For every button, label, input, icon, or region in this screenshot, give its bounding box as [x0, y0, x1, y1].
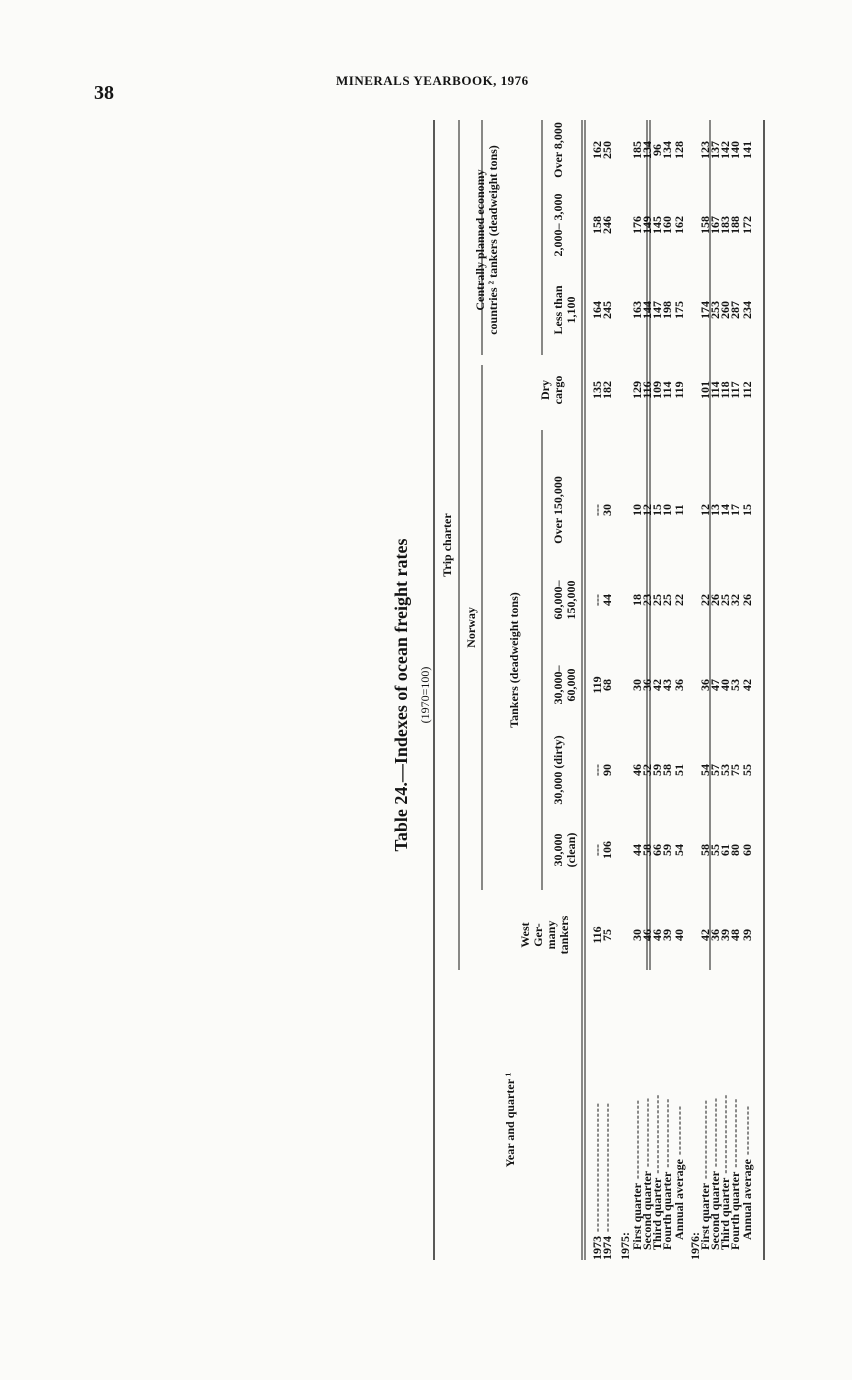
- table-cell: 176: [630, 216, 644, 234]
- table-cell: 25: [718, 594, 732, 606]
- table-cell: 114: [660, 381, 674, 399]
- table-cell: 39: [660, 929, 674, 941]
- row-label-text: First quarter: [630, 1183, 644, 1250]
- table-cell: 25: [650, 594, 664, 606]
- row-label: [674, 980, 684, 1260]
- table-cell: 39: [718, 929, 732, 941]
- table-cell: 172: [740, 216, 754, 234]
- table-cell: ---: [590, 594, 604, 606]
- table-cell: 163: [630, 301, 644, 319]
- running-head: MINERALS YEARBOOK, 1976: [336, 73, 529, 88]
- table-cell: 42: [740, 679, 754, 691]
- table-cell: 39: [740, 929, 754, 941]
- table-cell: 52: [640, 764, 654, 776]
- row-label-text: Third quarter: [718, 1177, 732, 1250]
- row-leader: --------------: [640, 1097, 654, 1171]
- column-header: Less than 1,100: [551, 285, 578, 335]
- table-cell: 59: [650, 764, 664, 776]
- table-cell: 128: [672, 141, 686, 159]
- table-cell: 46: [650, 929, 664, 941]
- stub-header: Year and quarter ¹: [503, 1072, 517, 1168]
- row-leader: --------------------------: [590, 1102, 604, 1236]
- row-label-text: Annual average: [672, 1159, 686, 1240]
- table-cell: 142: [718, 141, 732, 159]
- table-cell: 96: [650, 144, 664, 156]
- table-cell: 22: [698, 594, 712, 606]
- row-label-text: 1976:: [688, 1232, 702, 1260]
- table-cell: 12: [698, 504, 712, 516]
- table-cell: 58: [698, 844, 712, 856]
- table-cell: 116: [590, 926, 604, 944]
- tankers-group-header: Tankers (deadweight tons): [507, 592, 521, 728]
- dry-cargo-header: Dry cargo: [538, 375, 565, 405]
- table-cell: 116: [640, 381, 654, 399]
- table-cell: 234: [740, 301, 754, 319]
- trip-charter-header: Trip charter: [440, 513, 454, 577]
- row-label: [620, 980, 630, 1260]
- table-cell: 260: [718, 301, 732, 319]
- table-cell: 54: [672, 844, 686, 856]
- table-cell: 36: [708, 929, 722, 941]
- table-cell: 53: [718, 764, 732, 776]
- table-cell: 53: [728, 679, 742, 691]
- table-cell: 15: [740, 504, 754, 516]
- table-cell: 42: [650, 679, 664, 691]
- table-cell: 134: [660, 141, 674, 159]
- table-cell: 46: [640, 929, 654, 941]
- column-header: Over 150,000: [551, 476, 565, 544]
- row-label-text: Third quarter: [650, 1177, 664, 1250]
- row-leader: ----------: [672, 1105, 686, 1159]
- row-leader: --------------------------: [600, 1102, 614, 1236]
- table-cell: 57: [708, 764, 722, 776]
- table-cell: 188: [728, 216, 742, 234]
- table-cell: 162: [590, 141, 604, 159]
- table-cell: 36: [698, 679, 712, 691]
- table-cell: 58: [640, 844, 654, 856]
- table-cell: 114: [708, 381, 722, 399]
- table-cell: 167: [708, 216, 722, 234]
- table-cell: 11: [672, 504, 686, 516]
- table-cell: 59: [660, 844, 674, 856]
- row-label-text: 1975:: [618, 1232, 632, 1260]
- column-header: 2,000– 3,000: [551, 193, 565, 257]
- row-leader: ----------------: [630, 1099, 644, 1184]
- table-cell: 112: [740, 381, 754, 399]
- row-leader: ----------------: [718, 1093, 732, 1178]
- row-label: [602, 980, 612, 1260]
- column-header: 30,000– 60,000: [551, 665, 578, 705]
- table-cell: 30: [600, 504, 614, 516]
- row-leader: --------------: [708, 1097, 722, 1171]
- row-label: [662, 980, 672, 1260]
- table-cell: 182: [600, 381, 614, 399]
- cp-group-header: Centrally planned economy countries ² tankers (deadweight tons): [473, 145, 500, 335]
- table-cell: 46: [630, 764, 644, 776]
- row-label-text: 1974: [600, 1236, 614, 1260]
- table-cell: 253: [708, 301, 722, 319]
- table-cell: 15: [650, 504, 664, 516]
- table-cell: 245: [600, 301, 614, 319]
- row-label-text: Fourth quarter: [728, 1171, 742, 1250]
- table-caption: [392, 120, 432, 1270]
- table-cell: 175: [672, 301, 686, 319]
- table-cell: 160: [660, 216, 674, 234]
- table-cell: 23: [640, 594, 654, 606]
- row-label-text: Annual average: [740, 1159, 754, 1240]
- table-cell: 14: [718, 504, 732, 516]
- table-cell: 135: [590, 381, 604, 399]
- table-cell: 134: [640, 141, 654, 159]
- table-cell: 66: [650, 844, 664, 856]
- table-cell: 68: [600, 679, 614, 691]
- table-title: Table 24.—Indexes of ocean freight rates: [391, 538, 411, 852]
- table-cell: 61: [718, 844, 732, 856]
- table-cell: 75: [728, 764, 742, 776]
- page-number: 38: [94, 82, 114, 104]
- table-cell: 101: [698, 381, 712, 399]
- row-leader: ----------------: [650, 1093, 664, 1178]
- row-label-text: Second quarter: [640, 1171, 654, 1250]
- table-cell: 12: [640, 504, 654, 516]
- table-cell: 158: [698, 216, 712, 234]
- table-cell: 43: [660, 679, 674, 691]
- table-cell: 75: [600, 929, 614, 941]
- table-cell: 10: [630, 504, 644, 516]
- table-cell: 185: [630, 141, 644, 159]
- table-cell: 119: [672, 381, 686, 399]
- row-label-text: Second quarter: [708, 1171, 722, 1250]
- row-leader: --------------: [728, 1097, 742, 1172]
- table-cell: 147: [650, 301, 664, 319]
- table-cell: 158: [590, 216, 604, 234]
- table-cell: 36: [672, 679, 686, 691]
- row-label-text: 1973: [590, 1236, 604, 1260]
- table-cell: 48: [728, 929, 742, 941]
- table-cell: 109: [650, 381, 664, 399]
- table-cell: 117: [728, 381, 742, 399]
- table-cell: 80: [728, 844, 742, 856]
- row-label: [742, 980, 752, 1260]
- table-cell: 40: [718, 679, 732, 691]
- table-cell: 55: [708, 844, 722, 856]
- table-cell: 141: [740, 141, 754, 159]
- table-cell: ---: [590, 844, 604, 856]
- table-cell: 129: [630, 381, 644, 399]
- table-cell: 118: [718, 381, 732, 399]
- row-label-text: First quarter: [698, 1183, 712, 1250]
- west-germany-header: West Ger- many tankers: [518, 915, 571, 955]
- table-cell: 44: [600, 594, 614, 606]
- table-cell: 90: [600, 764, 614, 776]
- table-cell: 140: [728, 141, 742, 159]
- row-label: [730, 980, 740, 1260]
- row-leader: ----------------: [698, 1099, 712, 1184]
- table-cell: 174: [698, 301, 712, 319]
- table-cell: 54: [698, 764, 712, 776]
- table-cell: 26: [740, 594, 754, 606]
- table-cell: 149: [640, 216, 654, 234]
- table-cell: 198: [660, 301, 674, 319]
- table-cell: ---: [590, 504, 604, 516]
- table-cell: 13: [708, 504, 722, 516]
- column-header: 30,000 (dirty): [551, 735, 565, 805]
- row-leader: --------------: [660, 1097, 674, 1172]
- table-cell: 36: [640, 679, 654, 691]
- row-label-text: Fourth quarter: [660, 1171, 674, 1250]
- table-cell: 144: [640, 301, 654, 319]
- table-cell: 162: [672, 216, 686, 234]
- table-cell: 32: [728, 594, 742, 606]
- table-cell: 25: [660, 594, 674, 606]
- norway-header: Norway: [464, 607, 478, 648]
- table-cell: 246: [600, 216, 614, 234]
- table-cell: 47: [708, 679, 722, 691]
- table-cell: 40: [672, 929, 686, 941]
- table-cell: 18: [630, 594, 644, 606]
- table-cell: 106: [600, 841, 614, 859]
- table-cell: 183: [718, 216, 732, 234]
- table-cell: 250: [600, 141, 614, 159]
- table-cell: 119: [590, 676, 604, 694]
- rotated-table-region: [392, 120, 792, 1270]
- table-cell: 123: [698, 141, 712, 159]
- table-cell: ---: [590, 764, 604, 776]
- table-cell: 58: [660, 764, 674, 776]
- table-cell: 17: [728, 504, 742, 516]
- table-cell: 26: [708, 594, 722, 606]
- table-cell: 30: [630, 929, 644, 941]
- table-cell: 22: [672, 594, 686, 606]
- table-cell: 55: [740, 764, 754, 776]
- table-cell: 137: [708, 141, 722, 159]
- table-cell: 51: [672, 764, 686, 776]
- table-cell: 42: [698, 929, 712, 941]
- table-cell: 164: [590, 301, 604, 319]
- table-cell: 60: [740, 844, 754, 856]
- table-cell: 30: [630, 679, 644, 691]
- table-cell: 287: [728, 301, 742, 319]
- table-cell: 145: [650, 216, 664, 234]
- table-cell: 10: [660, 504, 674, 516]
- table-cell: 44: [630, 844, 644, 856]
- table-subtitle: (1970=100): [418, 666, 432, 724]
- row-leader: ----------: [740, 1105, 754, 1159]
- column-header: Over 8,000: [551, 122, 565, 178]
- column-header: 30,000 (clean): [551, 832, 578, 868]
- column-header: 60,000– 150,000: [551, 580, 578, 620]
